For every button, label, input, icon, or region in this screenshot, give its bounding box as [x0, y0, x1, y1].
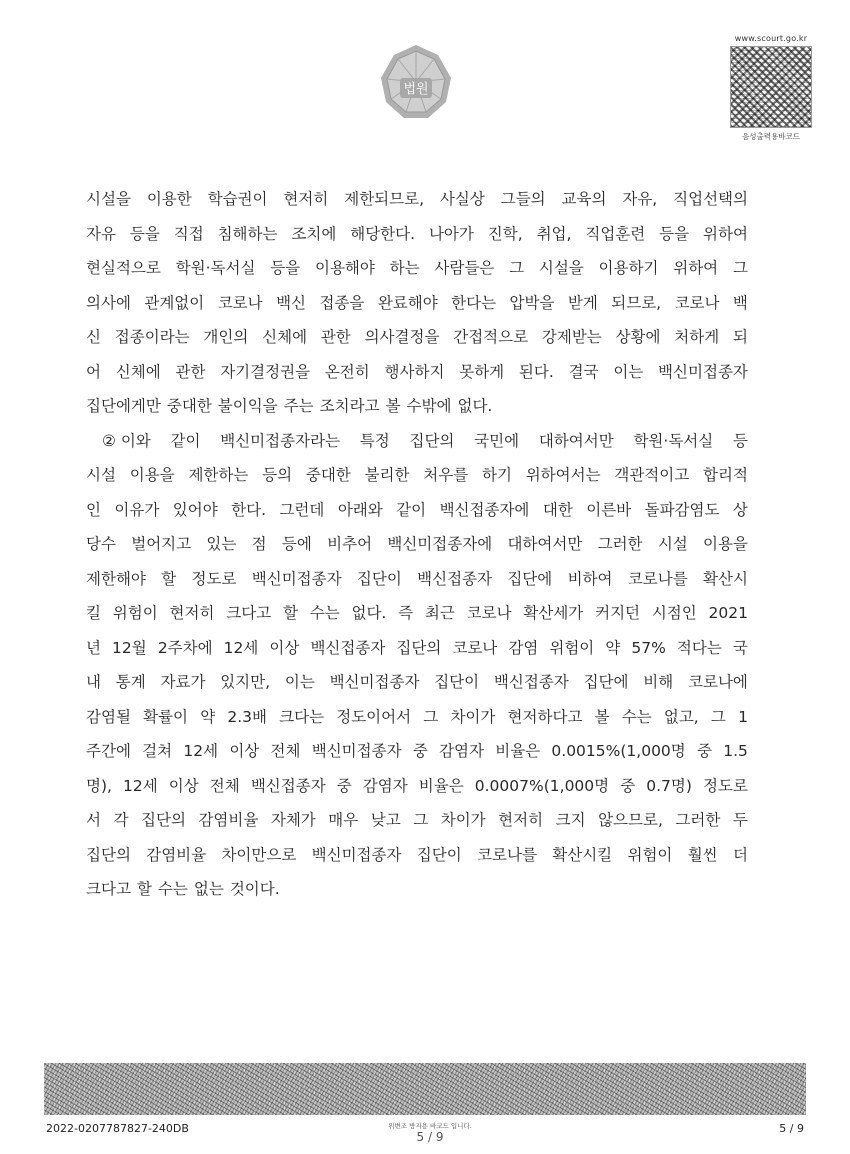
- word: 전체: [270, 742, 301, 760]
- word: 중: [620, 776, 636, 795]
- word: 집단의: [396, 638, 442, 657]
- text-line: [86, 631, 748, 666]
- word: 이용한: [146, 190, 192, 208]
- word: 등에: [281, 535, 312, 553]
- word: 집단에: [583, 673, 629, 691]
- center-page-number: 5 / 9: [416, 1130, 444, 1144]
- word: 최근: [424, 604, 455, 622]
- word: 한다는: [451, 293, 497, 312]
- word: 그: [423, 707, 439, 726]
- word: 국: [732, 638, 748, 657]
- word: 백신미접종자라는: [220, 431, 341, 450]
- word: 낮고: [370, 811, 401, 829]
- word: 중대한: [305, 466, 351, 484]
- word: 백신미접종자에: [387, 535, 493, 553]
- word: 제한해야: [86, 569, 146, 588]
- word: 중: [336, 776, 352, 795]
- word: 못하게: [459, 362, 505, 381]
- word: 중: [412, 742, 428, 760]
- word: 백신미접종자: [251, 569, 342, 588]
- word: 대하여서만: [507, 535, 583, 553]
- word: ② 이와: [102, 431, 151, 450]
- word: 감염될: [86, 707, 131, 726]
- word: 관한: [320, 328, 351, 346]
- word: 같이: [170, 431, 201, 450]
- word: 처우를: [423, 466, 469, 484]
- text-line: [86, 493, 748, 528]
- word: 그: [413, 811, 429, 829]
- word: 강제받는: [541, 328, 602, 346]
- word: 등을: [129, 224, 160, 243]
- word: 된다.: [518, 362, 554, 381]
- word: 백신접종자: [250, 776, 326, 795]
- word: 사람들은: [434, 259, 495, 277]
- word: 합리적: [703, 466, 748, 484]
- word: 같이: [396, 500, 427, 519]
- word: 커지던: [595, 604, 641, 622]
- word: 수는: [157, 880, 188, 898]
- word: 현저하다고: [507, 707, 583, 726]
- word: 코로나: [466, 604, 512, 622]
- word: 집단의: [409, 431, 455, 450]
- word: 주는: [283, 397, 314, 415]
- word: 자체가: [270, 811, 316, 829]
- word: 이용하기: [598, 259, 659, 277]
- word: 집단이: [356, 569, 402, 588]
- word: 자유: [86, 224, 116, 243]
- word: 관한: [175, 362, 206, 381]
- word: 감염: [508, 638, 539, 657]
- word: 결국: [568, 362, 599, 381]
- word: 걸쳐: [142, 742, 173, 760]
- word: 시설: [86, 466, 116, 484]
- word: 백신접종자: [310, 638, 386, 657]
- word: 그: [509, 259, 525, 277]
- word: 백신: [276, 293, 307, 312]
- word: 객관적이고: [614, 466, 690, 484]
- word: 있지만,: [220, 673, 271, 691]
- word: 내: [86, 673, 101, 691]
- word: 수는: [621, 707, 652, 726]
- text-line: [86, 286, 748, 321]
- word: 어: [86, 362, 101, 381]
- word: 받게: [567, 293, 598, 312]
- text-line: [86, 596, 748, 631]
- word: 있어야: [172, 500, 218, 519]
- word: 집단이: [434, 673, 480, 691]
- word: 나아가: [428, 224, 474, 243]
- word: 비율은: [495, 742, 541, 760]
- word: 백신미접종자: [329, 673, 420, 691]
- word: 시점인: [651, 604, 697, 622]
- word: 온전히: [324, 362, 370, 381]
- word: 2021: [708, 604, 748, 622]
- word: 학원·독서실: [633, 431, 714, 450]
- word: 위하여: [673, 259, 719, 277]
- word: 차이만으로: [221, 845, 297, 864]
- qr-area: [730, 34, 812, 142]
- word: 전체: [209, 776, 240, 795]
- word: 현저히: [283, 190, 329, 208]
- text-line: [86, 320, 748, 355]
- word: 중: [697, 742, 712, 760]
- word: 불리한: [364, 466, 410, 484]
- word: 0.0007%(1,000명: [474, 776, 610, 795]
- text-line: [86, 527, 748, 562]
- word: 감염자: [362, 776, 408, 795]
- word: 자료가: [160, 673, 206, 691]
- qr-url: www.scourt.go.kr: [734, 34, 808, 43]
- court-emblem: [376, 42, 456, 122]
- word: 대한: [542, 500, 573, 519]
- word: 그런데: [279, 500, 325, 519]
- word: 조치라고: [319, 397, 380, 415]
- word: 국민에: [474, 431, 520, 450]
- word: 위험이: [549, 638, 595, 657]
- word: 없고,: [663, 707, 699, 726]
- word: 백신미접종자: [311, 742, 402, 760]
- word: 코로나를: [627, 569, 688, 588]
- word: 의사에: [86, 293, 131, 312]
- word: 있는: [206, 535, 237, 553]
- word: 정도로: [191, 569, 237, 588]
- word: 대하여서만: [538, 431, 614, 450]
- word: 특정: [359, 431, 390, 450]
- word: 12월: [112, 638, 147, 657]
- word: 백신접종자: [493, 673, 569, 691]
- word: 위험이: [112, 604, 158, 622]
- word: 약: [605, 638, 621, 657]
- word: 이용을: [129, 466, 175, 484]
- word: 현실적으로: [86, 259, 161, 277]
- word: 그러한: [597, 535, 643, 553]
- word: 위하여서는: [525, 466, 601, 484]
- word: 하기: [481, 466, 512, 484]
- word: 해당한다.: [350, 224, 416, 243]
- text-line: [86, 872, 748, 907]
- word: 없는: [193, 880, 224, 898]
- word: 이는: [613, 362, 644, 381]
- word: 인: [86, 500, 101, 519]
- word: 코로나: [217, 293, 263, 312]
- word: 중대한: [166, 397, 212, 415]
- word: 집단에: [507, 569, 553, 588]
- word: 0.0015%(1,000명: [551, 742, 686, 760]
- word: 등을: [270, 259, 301, 277]
- word: 12세: [183, 742, 219, 760]
- word: 등의: [262, 466, 293, 484]
- word: 시설: [657, 535, 688, 553]
- word: 볼: [594, 707, 610, 726]
- word: 개인의: [203, 328, 249, 346]
- word: 사실상: [439, 190, 485, 208]
- word: 돌파감염도: [644, 500, 720, 519]
- word: 집단의: [141, 811, 186, 829]
- word: 더: [732, 845, 748, 864]
- word: 12세: [223, 638, 259, 657]
- word: 한다.: [231, 500, 267, 519]
- word: 비해: [643, 673, 674, 691]
- word: 0.7명): [646, 776, 692, 795]
- page-number: 5 / 9: [779, 1122, 804, 1135]
- word: 확산시킬: [552, 845, 613, 864]
- word: 집단이: [416, 845, 462, 864]
- word: 침해하는: [217, 224, 278, 243]
- word: 등: [733, 431, 748, 450]
- word: 없다.: [457, 397, 493, 415]
- word: 코로나를: [477, 845, 537, 864]
- word: 이른바: [586, 500, 632, 519]
- word: 백신미접종자: [311, 845, 402, 864]
- text-line: [86, 700, 748, 735]
- word: 약: [200, 707, 216, 726]
- anti-forgery-barcode: [44, 1063, 806, 1115]
- word: 학습권이: [207, 190, 268, 208]
- word: 이유가: [114, 500, 160, 519]
- text-line: [86, 838, 748, 873]
- word: 신: [86, 328, 101, 346]
- word: 차이가: [440, 811, 486, 829]
- word: 킬: [86, 604, 101, 622]
- word: 크다는: [279, 707, 325, 726]
- word: 않으므로,: [598, 811, 663, 829]
- word: 감염자: [439, 742, 484, 760]
- court-emblem-icon: [376, 42, 456, 122]
- word: 취업,: [536, 224, 572, 243]
- text-line: [86, 217, 748, 252]
- word: 행사하지: [384, 362, 445, 381]
- text-line: [86, 458, 748, 493]
- word: 직업선택의: [673, 190, 748, 208]
- text-line: [86, 389, 748, 424]
- word: 상황에: [615, 328, 661, 346]
- word: 점: [251, 535, 267, 553]
- word: 할: [161, 569, 177, 588]
- word: 직접: [173, 224, 204, 243]
- word: 처하게: [674, 328, 720, 346]
- text-line: [86, 424, 748, 459]
- word: 백신접종자: [417, 569, 493, 588]
- word: 코로나: [674, 293, 720, 312]
- word: 2주차에: [157, 638, 213, 657]
- word: 즉: [398, 604, 414, 622]
- word: 볼: [385, 397, 401, 415]
- text-line: [86, 182, 748, 217]
- word: 자기결정권을: [220, 362, 311, 381]
- word: 이용해야: [314, 259, 375, 277]
- word: 그: [710, 707, 726, 726]
- qr-caption: 음성출력용바코드: [742, 132, 800, 141]
- word: 크다고: [86, 880, 131, 898]
- text-line: [86, 355, 748, 390]
- text-line: [86, 665, 748, 700]
- word: 접종이라는: [114, 328, 190, 346]
- word: 이는: [284, 673, 315, 691]
- text-line: [86, 769, 748, 804]
- qr-code: [730, 46, 812, 128]
- word: 2.3배: [227, 707, 267, 726]
- word: 적다는: [676, 638, 722, 657]
- word: 접종을: [319, 293, 365, 312]
- word: 벌어지고: [131, 535, 192, 553]
- emblem-text: 법원: [403, 82, 429, 97]
- word: 할: [136, 880, 152, 898]
- barcode-note: 위변조 방지용 바코드 입니다.: [388, 1122, 472, 1130]
- word: 관계없이: [144, 293, 205, 312]
- word: 그: [732, 259, 748, 277]
- word: 제한되므로,: [344, 190, 425, 208]
- body-text: [86, 182, 748, 907]
- document-id: 2022-0207787827-240DB: [46, 1122, 189, 1135]
- word: 백신접종자에: [439, 500, 530, 519]
- word: 압박을: [509, 293, 555, 312]
- word: 정도이어서: [336, 707, 412, 726]
- word: 신체에: [262, 328, 308, 346]
- word: 신체에: [115, 362, 161, 381]
- word: 확산세가: [523, 604, 584, 622]
- word: 각: [113, 811, 129, 829]
- word: 집단에게만: [86, 397, 161, 415]
- word: 코로나에: [688, 673, 748, 691]
- word: 시설을: [538, 259, 584, 277]
- word: 상: [732, 500, 748, 519]
- word: 할: [282, 604, 298, 622]
- word: 되므로,: [611, 293, 662, 312]
- word: 감염비율: [146, 845, 207, 864]
- word: 간접적으로: [453, 328, 529, 346]
- word: 학원·독서실: [175, 259, 256, 277]
- text-line: [86, 734, 748, 769]
- word: 조치에: [291, 224, 337, 243]
- word: 그러한: [675, 811, 721, 829]
- word: 되: [732, 328, 748, 346]
- word: 그들의: [500, 190, 546, 208]
- word: 직업훈련: [585, 224, 646, 243]
- word: 비율은: [418, 776, 464, 795]
- word: 집단의: [86, 845, 131, 864]
- word: 제한하는: [188, 466, 249, 484]
- word: 57%: [631, 638, 666, 657]
- word: 백: [732, 293, 748, 312]
- text-line: [86, 803, 748, 838]
- text-line: [86, 251, 748, 286]
- word: 서: [86, 811, 101, 829]
- word: 12세: [123, 776, 158, 795]
- word: 매우: [328, 811, 359, 829]
- word: 자유,: [622, 190, 658, 208]
- word: 훨씬: [687, 845, 718, 864]
- word: 아래와: [337, 500, 383, 519]
- word: 이상: [168, 776, 199, 795]
- word: 백신미접종자: [658, 362, 748, 381]
- word: 것이다.: [229, 880, 280, 898]
- word: 크다고: [226, 604, 272, 622]
- word: 비하여: [567, 569, 613, 588]
- footer-center: [340, 1121, 520, 1144]
- word: 이용을: [703, 535, 748, 553]
- word: 명),: [86, 776, 112, 795]
- word: 1: [738, 707, 748, 726]
- word: 시설을: [86, 190, 131, 208]
- word: 1.5: [723, 742, 748, 760]
- word: 년: [86, 638, 101, 657]
- word: 주간에: [86, 742, 131, 760]
- word: 불이익을: [217, 397, 278, 415]
- word: 등을: [659, 224, 690, 243]
- word: 통계: [115, 673, 146, 691]
- word: 감염비율: [198, 811, 259, 829]
- word: 코로나: [452, 638, 498, 657]
- word: 차이가: [450, 707, 496, 726]
- word: 두: [732, 811, 748, 829]
- word: 이상: [229, 742, 260, 760]
- word: 완료해야: [377, 293, 438, 312]
- word: 확률이: [143, 707, 189, 726]
- word: 진학,: [487, 224, 523, 243]
- word: 정도로: [702, 776, 748, 795]
- text-line: [86, 562, 748, 597]
- word: 비추어: [327, 535, 373, 553]
- word: 위하여: [703, 224, 748, 243]
- word: 위험이: [627, 845, 673, 864]
- word: 확산시: [703, 569, 748, 588]
- word: 수밖에: [406, 397, 452, 415]
- word: 당수: [86, 535, 116, 553]
- word: 의사결정을: [364, 328, 440, 346]
- word: 없다.: [351, 604, 387, 622]
- word: 교육의: [561, 190, 607, 208]
- word: 하는: [389, 259, 420, 277]
- word: 크지: [555, 811, 586, 829]
- word: 수는: [309, 604, 340, 622]
- word: 현저히: [169, 604, 215, 622]
- word: 이상: [269, 638, 300, 657]
- word: 현저히: [498, 811, 544, 829]
